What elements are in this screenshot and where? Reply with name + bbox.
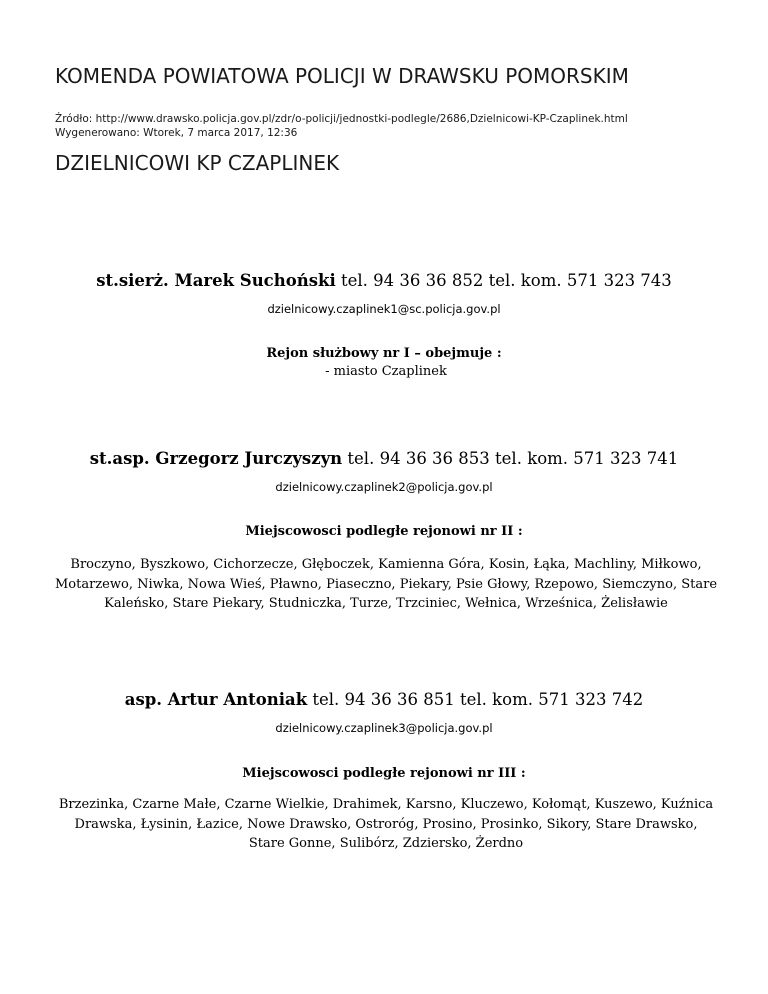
organization-title: KOMENDA POWIATOWA POLICJI W DRAWSKU POMORSKIM	[55, 64, 629, 88]
officer-2-name: st.asp. Grzegorz Jurczyszyn	[89, 449, 343, 468]
officer-3-region-heading: Miejscowosci podległe rejonowi nr III :	[242, 766, 526, 781]
officer-3-name: asp. Artur Antoniak	[124, 690, 308, 709]
officer-1-phones: tel. 94 36 36 852 tel. kom. 571 323 743	[335, 271, 672, 290]
officer-2-region-heading: Miejscowosci podległe rejonowi nr II :	[245, 524, 523, 539]
officer-1-email: dzielnicowy.czaplinek1@sc.policja.gov.pl	[267, 302, 501, 316]
officer-2-region-text: Broczyno, Byszkowo, Cichorzecze, Głęboczek, Kamienna Góra, Kosin, Łąka, Machliny, Miłkowo, Motarzewo, Niwka, Nowa Wieś, Pławno, Piaseczno, Piekary, Psie Głowy, Rzepowo, Siemczyno, Stare Kaleńsko, Stare Piekary, Studniczka, Turze, Trzciniec, Wełnica, Wrześnica, Żelisławie	[55, 557, 718, 611]
officer-1-region-text: - miasto Czaplinek	[325, 364, 447, 379]
source-url: Źródło: http://www.drawsko.policja.gov.pl/zdr/o-policji/jednostki-podlegle/2686,Dzielnicowi-KP-Czaplinek.html	[55, 113, 628, 125]
officer-3-region-text: Brzezinka, Czarne Małe, Czarne Wielkie, Drahimek, Karsno, Kluczewo, Kołomąt, Kuszewo, Kuźnica Drawska, Łysinin, Łazice, Nowe Drawsko, Ostroróg, Prosino, Prosinko, Sikory, Stare Drawsko, Stare Gonne, Sulibórz, Zdziersko, Żerdno	[58, 797, 714, 851]
officer-1-region-heading: Rejon służbowy nr I – obejmuje :	[266, 346, 502, 361]
officer-1-name: st.sierż. Marek Suchoński	[96, 271, 336, 290]
officer-2	[0, 449, 768, 468]
generated-date: Wygenerowano: Wtorek, 7 marca 2017, 12:36	[55, 127, 298, 139]
officer-3-phones: tel. 94 36 36 851 tel. kom. 571 323 742	[307, 690, 644, 709]
officer-1	[0, 271, 768, 290]
officer-2-email: dzielnicowy.czaplinek2@policja.gov.pl	[275, 480, 493, 494]
officer-2-phones: tel. 94 36 36 853 tel. kom. 571 323 741	[342, 449, 679, 468]
officer-3	[0, 690, 768, 709]
officer-3-email: dzielnicowy.czaplinek3@policja.gov.pl	[275, 721, 493, 735]
page-title: DZIELNICOWI KP CZAPLINEK	[55, 151, 340, 175]
